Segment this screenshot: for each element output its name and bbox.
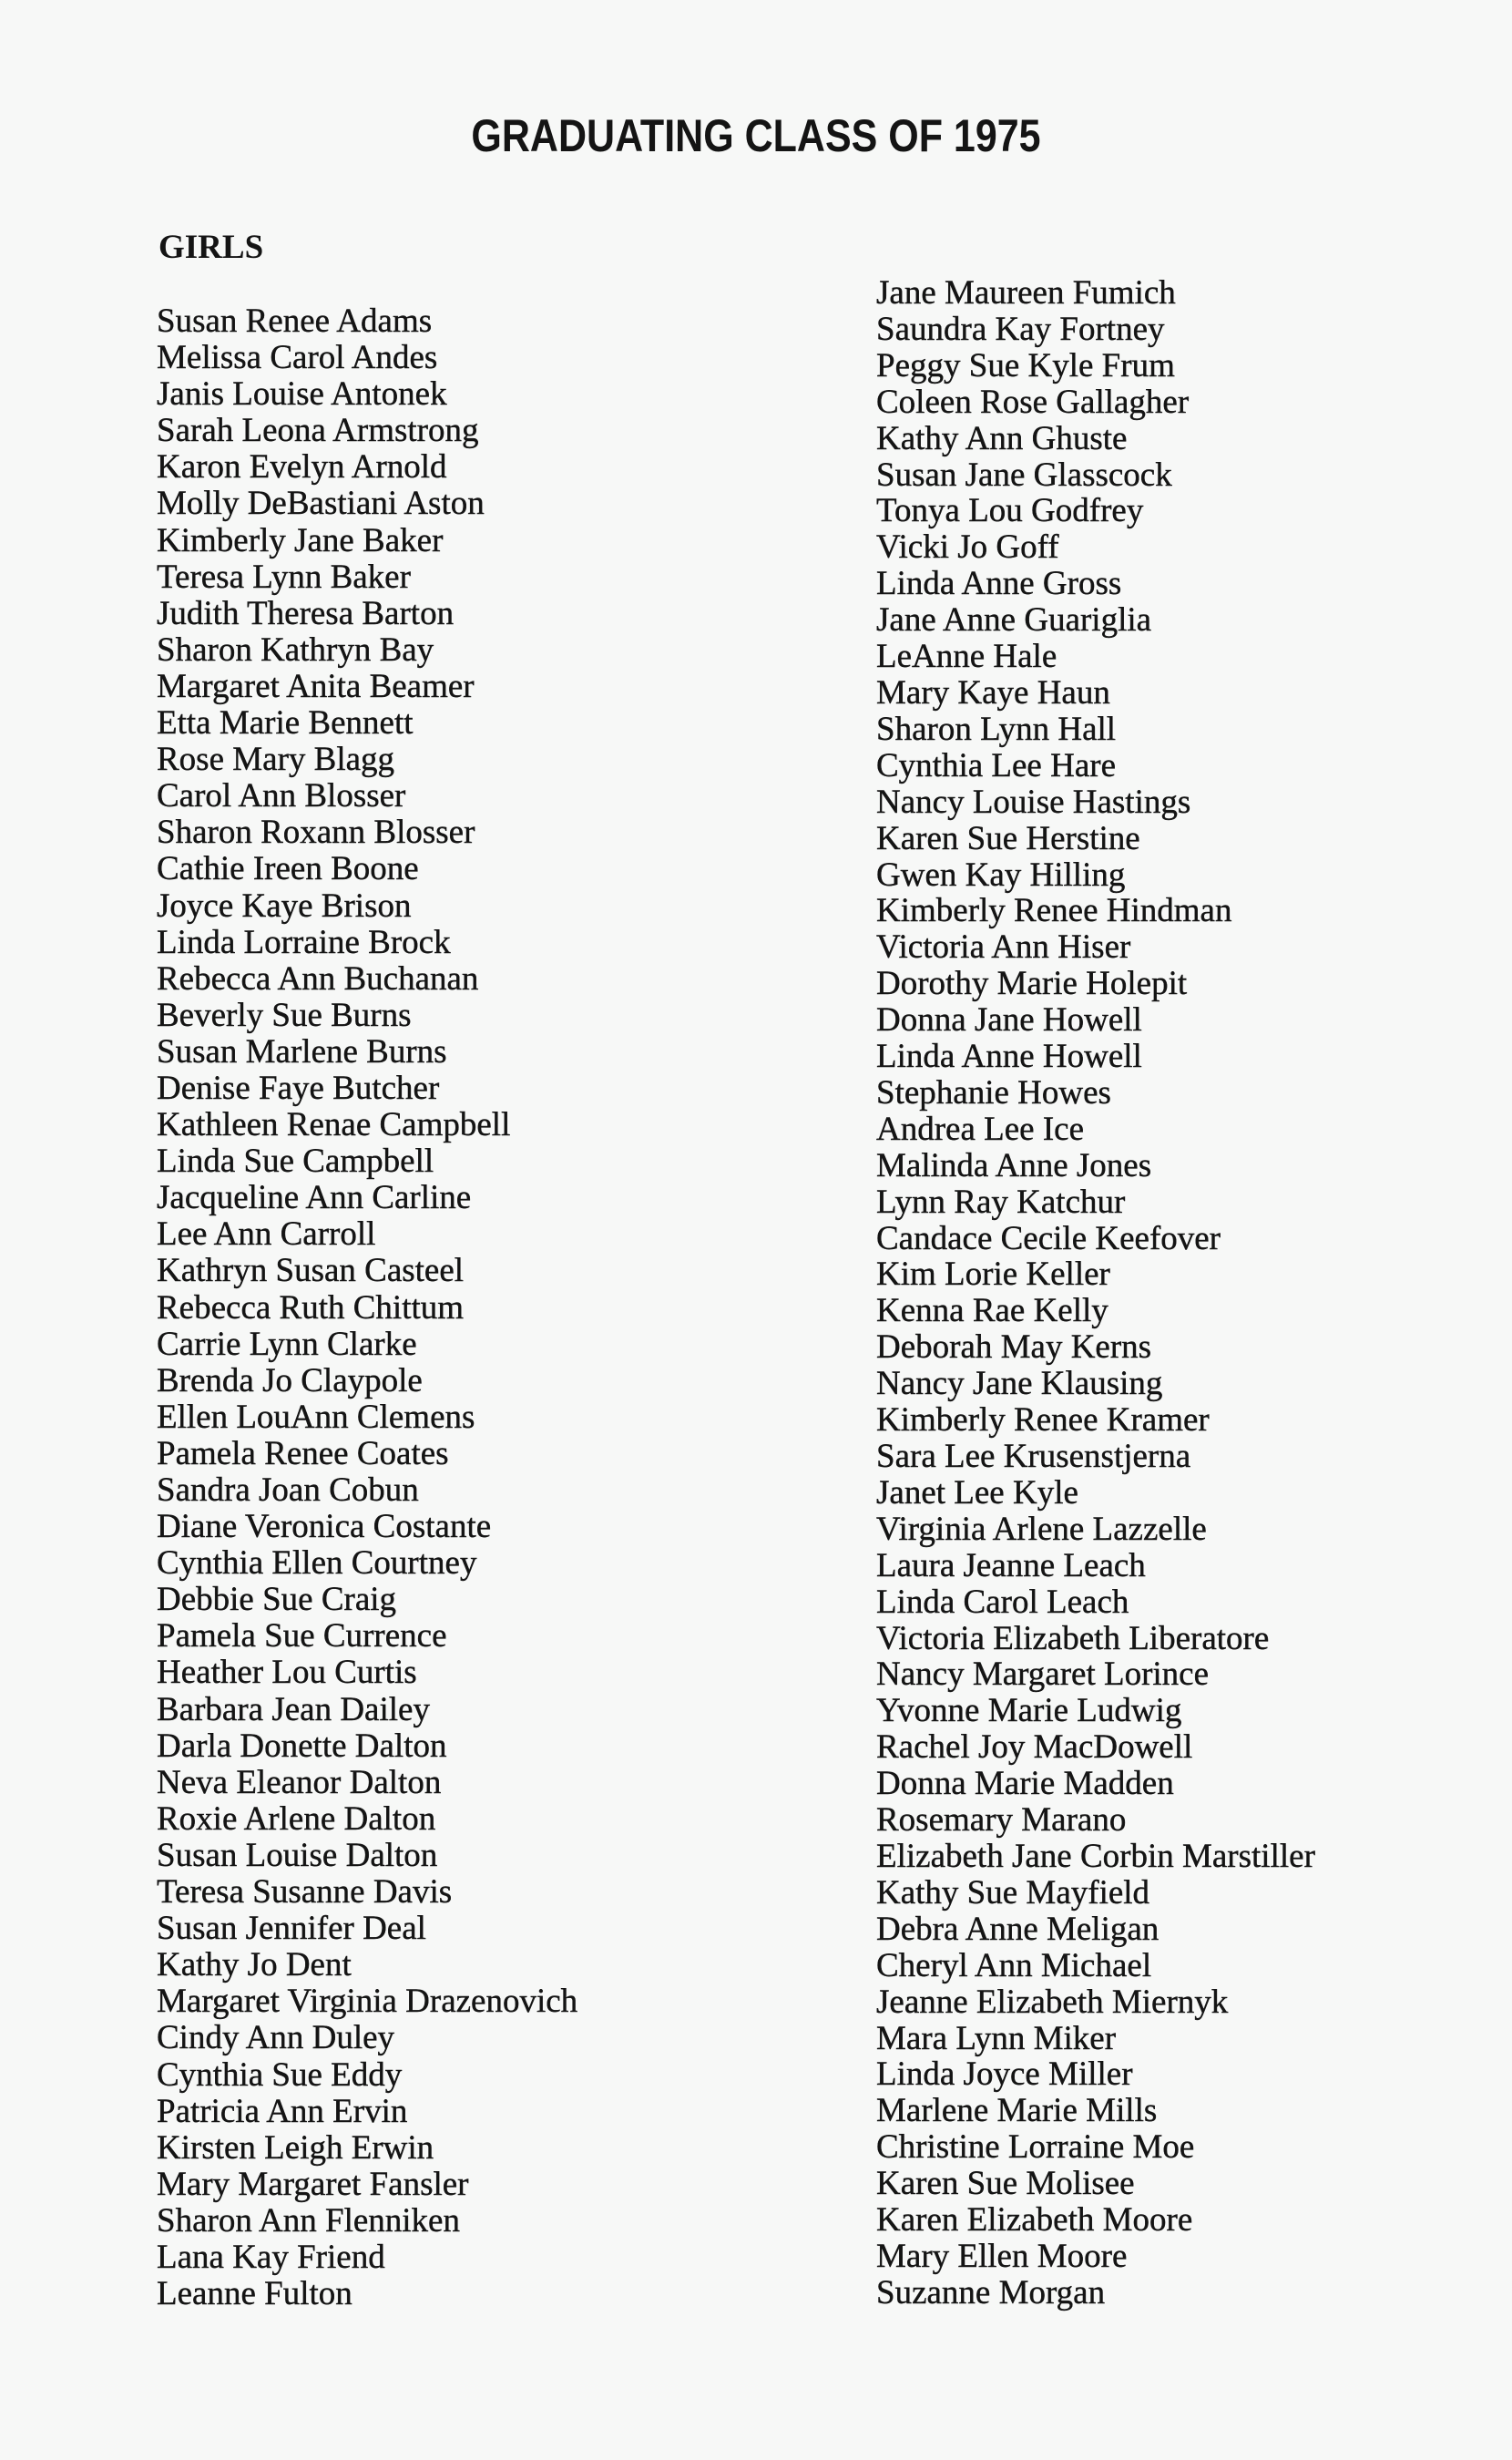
section-heading-girls: GIRLS (158, 229, 264, 266)
graduate-name: Darla Donette Dalton (157, 1727, 447, 1765)
graduate-name: Yvonne Marie Ludwig (876, 1692, 1182, 1730)
graduate-name: Saundra Kay Fortney (876, 310, 1165, 348)
graduate-name: Leanne Fulton (157, 2275, 352, 2313)
graduate-name: Nancy Margaret Lorince (876, 1655, 1210, 1694)
graduate-name: Karon Evelyn Arnold (157, 448, 447, 487)
graduate-name: Teresa Susanne Davis (157, 1873, 453, 1912)
graduate-name: Linda Anne Howell (876, 1038, 1142, 1076)
graduate-name: Linda Carol Leach (876, 1583, 1129, 1621)
graduate-name: Linda Joyce Miller (876, 2055, 1133, 2094)
graduate-name: Debbie Sue Craig (157, 1581, 397, 1619)
graduate-name: Gwen Kay Hilling (876, 856, 1126, 894)
graduate-name: Kathleen Renae Campbell (157, 1106, 511, 1144)
graduate-name: Mara Lynn Miker (876, 2019, 1117, 2057)
graduate-name: Suzanne Morgan (876, 2273, 1106, 2311)
graduate-name: Karen Elizabeth Moore (876, 2201, 1193, 2240)
graduate-name: Sara Lee Krusenstjerna (876, 1438, 1191, 1475)
graduate-name: Lana Kay Friend (157, 2238, 385, 2276)
graduate-name: Virginia Arlene Lazzelle (876, 1510, 1207, 1548)
graduate-name: Cynthia Ellen Courtney (157, 1544, 477, 1583)
graduate-name: Janis Louise Antonek (157, 375, 447, 414)
graduate-name: Elizabeth Jane Corbin Marstiller (876, 1837, 1315, 1875)
graduate-name: Karen Sue Herstine (876, 819, 1140, 857)
graduate-name: Linda Lorraine Brock (157, 923, 451, 961)
graduate-name: Rachel Joy MacDowell (876, 1728, 1193, 1767)
graduate-name: Judith Theresa Barton (157, 594, 455, 632)
graduate-name: Diane Veronica Costante (157, 1508, 492, 1546)
graduate-name: Pamela Sue Currence (157, 1617, 447, 1655)
graduate-name: Kathy Ann Ghuste (876, 419, 1128, 457)
graduate-name: Coleen Rose Gallagher (876, 383, 1190, 421)
graduate-name: Beverly Sue Burns (157, 996, 412, 1034)
graduate-name: Margaret Virginia Drazenovich (157, 1983, 578, 2021)
graduate-name: Cindy Ann Duley (157, 2019, 395, 2057)
graduate-name: Christine Lorraine Moe (876, 2128, 1195, 2167)
graduate-name: Linda Sue Campbell (157, 1143, 434, 1181)
graduate-name: Sandra Joan Cobun (157, 1471, 419, 1509)
graduate-name: Laura Jeanne Leach (876, 1546, 1146, 1584)
graduate-name: Margaret Anita Beamer (157, 667, 475, 705)
graduate-name: Rebecca Ann Buchanan (157, 959, 479, 998)
graduate-name: Rosemary Marano (876, 1801, 1127, 1840)
graduate-name: Peggy Sue Kyle Frum (876, 346, 1175, 384)
graduate-name: Dorothy Marie Holepit (876, 965, 1188, 1003)
graduate-name: Joyce Kaye Brison (157, 887, 412, 925)
graduate-name: Barbara Jean Dailey (157, 1690, 430, 1728)
graduate-name: Lee Ann Carroll (157, 1215, 376, 1254)
graduate-name: Karen Sue Molisee (876, 2165, 1135, 2203)
graduate-name: Donna Jane Howell (876, 1001, 1142, 1040)
graduate-name: Malinda Anne Jones (876, 1146, 1152, 1184)
graduate-name: Tonya Lou Godfrey (876, 492, 1144, 530)
graduate-name: Mary Margaret Fansler (157, 2165, 469, 2203)
graduate-name: Susan Louise Dalton (157, 1836, 438, 1874)
graduate-name: Victoria Ann Hiser (876, 928, 1131, 967)
graduate-name: Heather Lou Curtis (157, 1654, 417, 1692)
graduate-name: Stephanie Howes (876, 1073, 1111, 1112)
graduate-name: Marlene Marie Mills (876, 2092, 1158, 2130)
graduate-name: Carol Ann Blosser (157, 777, 406, 815)
graduate-name: Kirsten Leigh Erwin (157, 2128, 434, 2167)
graduate-name: Neva Eleanor Dalton (157, 1763, 442, 1801)
graduate-name: Etta Marie Bennett (157, 704, 414, 743)
graduate-name: Kathy Jo Dent (157, 1946, 352, 1984)
graduate-name: Donna Marie Madden (876, 1765, 1174, 1803)
names-list-left (157, 303, 577, 2312)
graduate-name: Kim Lorie Keller (876, 1256, 1110, 1294)
names-list-right (876, 275, 1315, 2311)
graduate-name: Carrie Lynn Clarke (157, 1325, 417, 1363)
graduate-name: Mary Kaye Haun (876, 673, 1110, 712)
graduate-name: Susan Marlene Burns (157, 1032, 447, 1071)
graduate-name: Jane Anne Guariglia (876, 601, 1152, 640)
graduate-name: Andrea Lee Ice (876, 1110, 1084, 1148)
graduate-name: Jane Maureen Fumich (876, 274, 1176, 312)
graduate-name: Mary Ellen Moore (876, 2237, 1128, 2275)
graduate-name: Rebecca Ruth Chittum (157, 1288, 465, 1327)
graduate-name: Debra Anne Meligan (876, 1910, 1160, 1948)
graduate-name: Denise Faye Butcher (157, 1069, 440, 1107)
graduate-name: Susan Jane Glasscock (876, 456, 1172, 494)
graduate-name: Lynn Ray Katchur (876, 1183, 1126, 1221)
graduate-name: Janet Lee Kyle (876, 1473, 1078, 1512)
graduate-name: Cathie Ireen Boone (157, 850, 419, 888)
graduate-name: Candace Cecile Keefover (876, 1219, 1221, 1257)
graduate-name: Deborah May Kerns (876, 1328, 1152, 1367)
graduate-name: Ellen LouAnn Clemens (157, 1398, 475, 1436)
page-title: GRADUATING CLASS OF 1975 (471, 110, 1041, 161)
graduate-name: Linda Anne Gross (876, 565, 1122, 603)
graduate-name: Vicki Jo Goff (876, 528, 1059, 567)
graduate-name: Kimberly Renee Kramer (876, 1401, 1210, 1440)
graduate-name: Teresa Lynn Baker (157, 558, 411, 596)
graduate-name: Rose Mary Blagg (157, 741, 395, 779)
graduate-name: Susan Jennifer Deal (157, 1910, 426, 1948)
graduate-name: Jacqueline Ann Carline (157, 1179, 472, 1217)
graduate-name: Kimberly Jane Baker (157, 521, 444, 559)
graduate-name: Kenna Rae Kelly (876, 1292, 1108, 1330)
graduate-name: Nancy Louise Hastings (876, 783, 1191, 821)
graduate-name: Kathryn Susan Casteel (157, 1252, 465, 1290)
graduate-name: Sharon Kathryn Bay (157, 630, 434, 669)
graduate-name: Patricia Ann Ervin (157, 2092, 408, 2130)
graduate-name: Pamela Renee Coates (157, 1434, 449, 1472)
graduate-name: Kimberly Renee Hindman (876, 892, 1232, 930)
graduate-name: Nancy Jane Klausing (876, 1365, 1163, 1403)
graduate-name: Cynthia Lee Hare (876, 746, 1116, 784)
graduate-name: Jeanne Elizabeth Miernyk (876, 1983, 1229, 2021)
graduate-name: Susan Renee Adams (157, 302, 433, 340)
graduate-name: Sharon Lynn Hall (876, 710, 1117, 748)
graduate-name: Kathy Sue Mayfield (876, 1873, 1150, 1912)
graduate-name: Brenda Jo Claypole (157, 1361, 423, 1399)
graduate-name: Molly DeBastiani Aston (157, 485, 485, 523)
graduate-name: LeAnne Hale (876, 638, 1057, 676)
graduate-name: Victoria Elizabeth Liberatore (876, 1619, 1270, 1657)
graduate-name: Sharon Ann Flenniken (157, 2201, 460, 2240)
graduate-name: Melissa Carol Andes (157, 339, 438, 377)
graduate-name: Sharon Roxann Blosser (157, 814, 475, 852)
graduate-name: Cheryl Ann Michael (876, 1946, 1152, 1984)
graduate-name: Cynthia Sue Eddy (157, 2055, 403, 2094)
graduate-name: Roxie Arlene Dalton (157, 1799, 436, 1838)
graduate-name: Sarah Leona Armstrong (157, 412, 479, 450)
